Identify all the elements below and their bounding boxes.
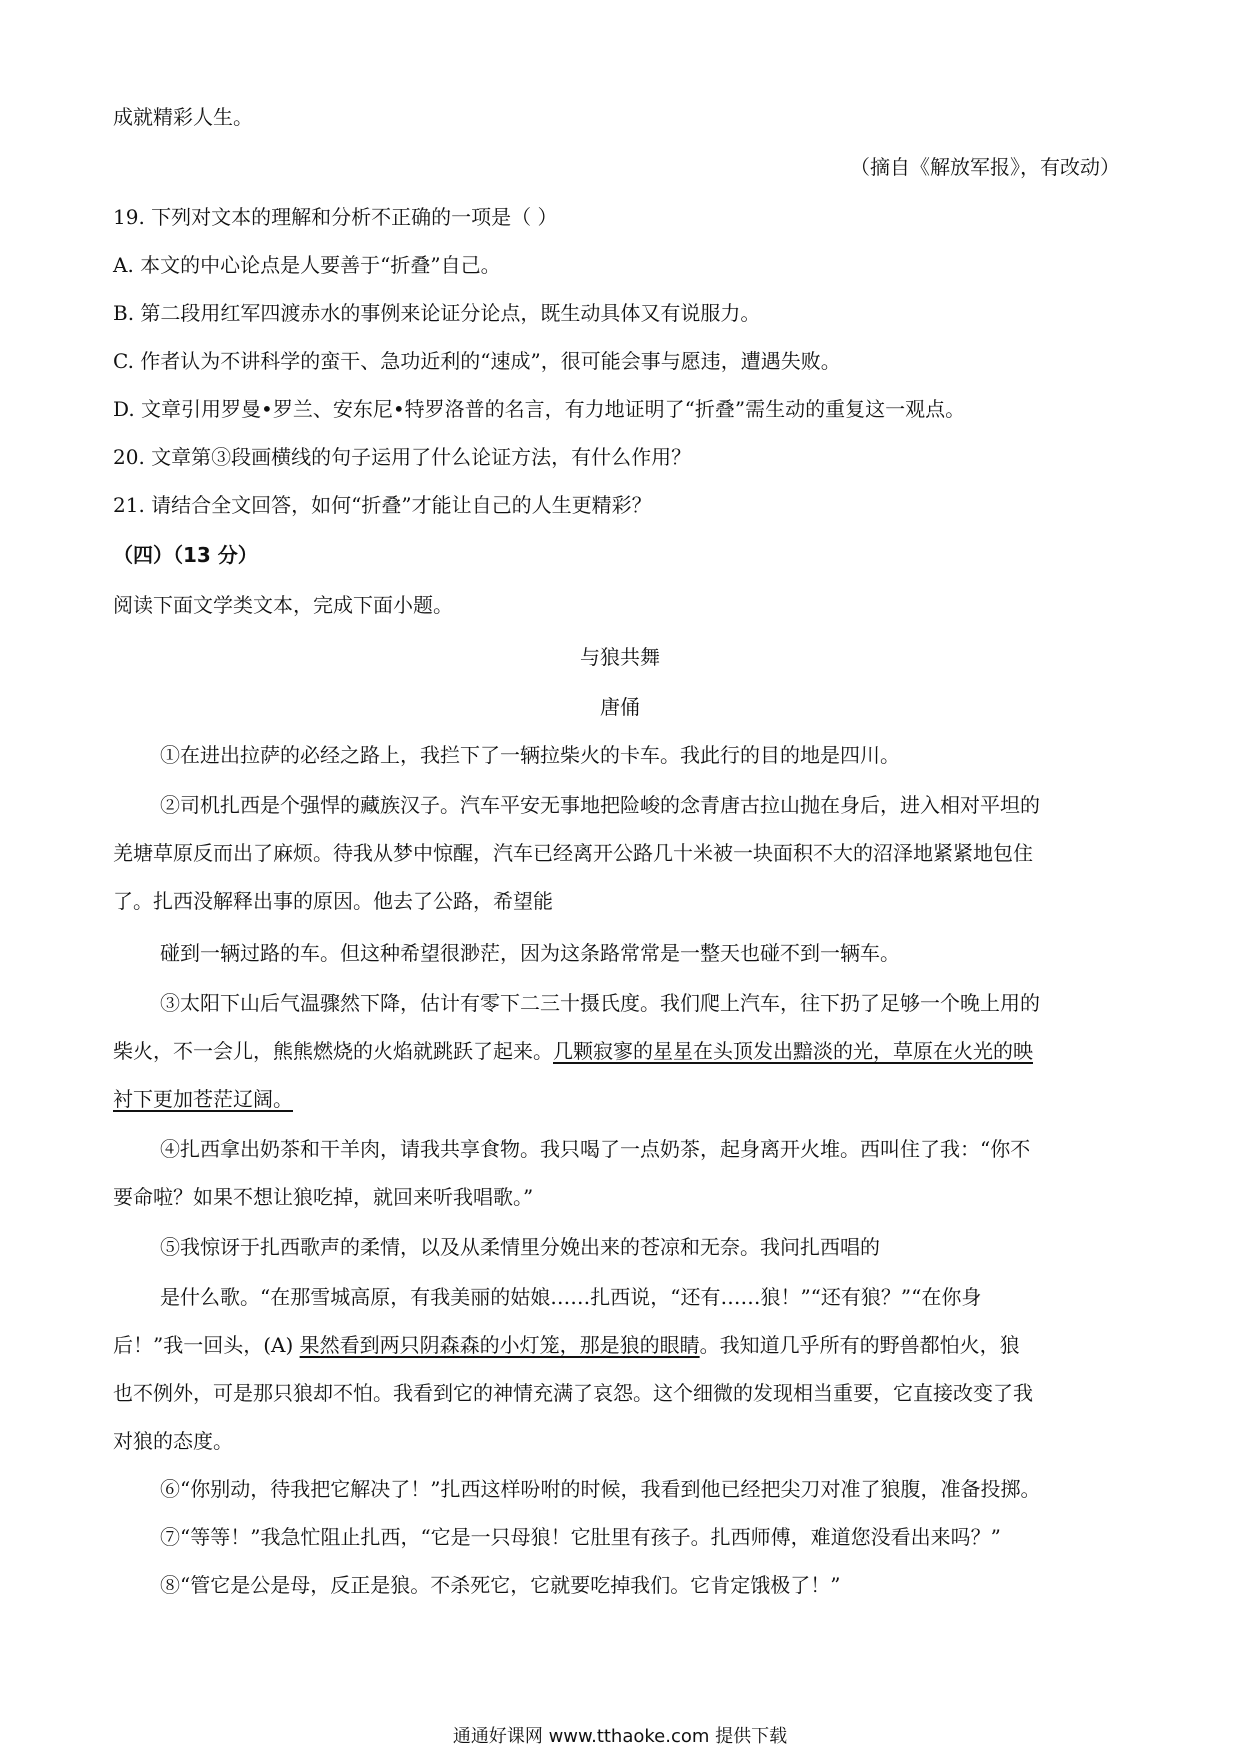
paragraph-5-line: ⑤我惊讶于扎西歌声的柔情，以及从柔情里分娩出来的苍凉和无奈。我问扎西唱的: [160, 1235, 880, 1259]
option-c: C. 作者认为不讲科学的蛮干、急功近利的“速成”，很可能会事与愿违，遭遇失败。: [113, 349, 841, 373]
paragraph-5-line: 对狼的态度。: [113, 1429, 233, 1453]
plain-text: 。我知道几乎所有的野兽都怕火，狼: [699, 1333, 1020, 1357]
paragraph-3-line: ③太阳下山后气温骤然下降，估计有零下二三十摄氏度。我们爬上汽车，往下扔了足够一个晚上用的: [160, 991, 1040, 1015]
story-author: 唐俑: [600, 695, 640, 719]
plain-text: 后！”我一回头，(A): [113, 1333, 300, 1357]
text-line: 成就精彩人生。: [113, 105, 253, 129]
paragraph-5-line: 是什么歌。“在那雪城高原，有我美丽的姑娘……扎西说，“还有……狼！”“还有狼？”“在你身: [160, 1285, 982, 1309]
plain-text: 柴火，不一会儿，熊熊燃烧的火焰就跳跃了起来。: [113, 1039, 553, 1063]
paragraph-7: ⑦“等等！”我急忙阻止扎西，“它是一只母狼！它肚里有孩子。扎西师傅，难道您没看出来吗？”: [160, 1525, 1001, 1549]
option-b: B. 第二段用红军四渡赤水的事例来论证分论点，既生动具体又有说服力。: [113, 301, 761, 325]
paragraph-3-line: [113, 1036, 1033, 1066]
section-heading: （四）（13 分）: [113, 543, 258, 567]
paragraph-8: ⑧“管它是公是母，反正是狼。不杀死它，它就要吃掉我们。它肯定饿极了！”: [160, 1573, 841, 1597]
paragraph-6: ⑥“你别动，待我把它解决了！”扎西这样吩咐的时候，我看到他已经把尖刀对准了狼腹，准备投掷。: [160, 1477, 1041, 1501]
question-20: 20. 文章第③段画横线的句子运用了什么论证方法，有什么作用？: [113, 445, 692, 469]
paragraph-4-line: ④扎西拿出奶茶和干羊肉，请我共享食物。我只喝了一点奶茶，起身离开火堆。西叫住了我：“你不: [160, 1137, 1031, 1161]
footer-watermark: 通通好课网 www.tthaoke.com 提供下载: [452, 1726, 788, 1747]
option-d: D. 文章引用罗曼•罗兰、安东尼•特罗洛普的名言，有力地证明了“折叠”需生动的重复这一观点。: [113, 397, 966, 421]
paragraph-4-line: 要命啦？如果不想让狼吃掉，就回来听我唱歌。”: [113, 1185, 534, 1209]
question-21: 21. 请结合全文回答，如何“折叠”才能让自己的人生更精彩？: [113, 493, 652, 517]
underlined-sentence: 几颗寂寥的星星在头顶发出黯淡的光，草原在火光的映: [553, 1039, 1033, 1063]
question-19: 19. 下列对文本的理解和分析不正确的一项是（ ）: [113, 205, 558, 229]
paragraph-5-line: 也不例外，可是那只狼却不怕。我看到它的神情充满了哀怨。这个细微的发现相当重要，它直接改变了我: [113, 1381, 1033, 1405]
paragraph-1: ①在进出拉萨的必经之路上，我拦下了一辆拉柴火的卡车。我此行的目的地是四川。: [160, 743, 900, 767]
paragraph-2-line: 碰到一辆过路的车。但这种希望很渺茫，因为这条路常常是一整天也碰不到一辆车。: [160, 941, 900, 965]
paragraph-2-line: 了。扎西没解释出事的原因。他去了公路，希望能: [113, 889, 553, 913]
underlined-sentence-a: 果然看到两只阴森森的小灯笼，那是狼的眼睛: [299, 1333, 700, 1357]
paragraph-2-line: ②司机扎西是个强悍的藏族汉子。汽车平安无事地把险峻的念青唐古拉山抛在身后，进入相对平坦的: [160, 793, 1040, 817]
source-citation: （摘自《解放军报》，有改动）: [850, 155, 1120, 179]
instruction: 阅读下面文学类文本，完成下面小题。: [113, 593, 453, 617]
story-title: 与狼共舞: [580, 645, 660, 669]
underlined-sentence: 衬下更加苍茫辽阔。: [113, 1087, 293, 1111]
paragraph-2-line: 羌塘草原反而出了麻烦。待我从梦中惊醒，汽车已经离开公路几十米被一块面积不大的沼泽地紧紧地包住: [113, 841, 1033, 865]
option-a: A. 本文的中心论点是人要善于“折叠”自己。: [113, 253, 501, 277]
paragraph-5-line: [113, 1330, 1020, 1360]
